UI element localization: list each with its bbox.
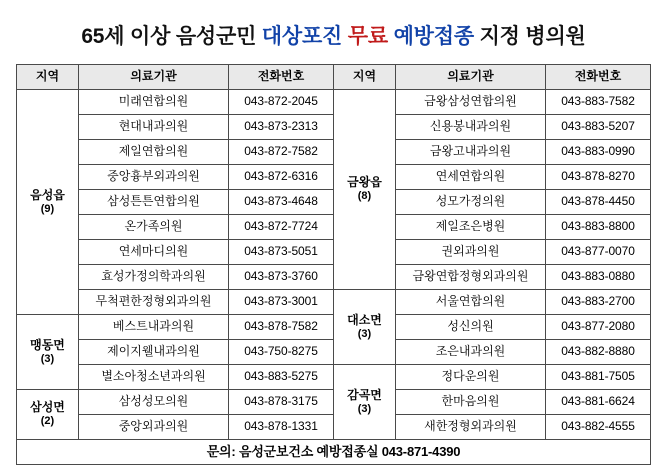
table-header-row	[17, 65, 651, 90]
title-part-2: 대상포진	[261, 25, 348, 48]
organization-name: 금왕삼성연합의원	[396, 90, 546, 115]
table-row	[17, 90, 651, 115]
organization-name: 금왕고내과의원	[396, 140, 546, 165]
clinic-table	[16, 64, 651, 465]
phone-number: 043-883-2700	[546, 290, 651, 315]
region-cell	[17, 390, 79, 440]
phone-number: 043-877-0070	[546, 240, 651, 265]
phone-number: 043-878-7582	[229, 315, 334, 340]
table-row	[17, 290, 651, 315]
organization-name: 무척편한정형외과의원	[79, 290, 229, 315]
header-org-left: 의료기관	[79, 65, 229, 90]
organization-name: 한마음의원	[396, 390, 546, 415]
phone-number: 043-883-8800	[546, 215, 651, 240]
phone-number: 043-882-4555	[546, 415, 651, 440]
region-count: (9)	[40, 202, 55, 215]
organization-name: 제일조은병원	[396, 215, 546, 240]
organization-name: 별소아청소년과의원	[79, 365, 229, 390]
region-name: 맹동면	[30, 337, 65, 352]
phone-number: 043-883-0990	[546, 140, 651, 165]
organization-name: 미래연합의원	[79, 90, 229, 115]
region-count: (2)	[40, 415, 55, 428]
header-org-right: 의료기관	[396, 65, 546, 90]
phone-number: 043-873-3760	[229, 265, 334, 290]
organization-name: 권외과의원	[396, 240, 546, 265]
title-part-5: 지정	[479, 25, 526, 48]
header-region-left: 지역	[17, 65, 79, 90]
region-count: (8)	[357, 190, 372, 203]
region-cell	[334, 290, 396, 365]
phone-number: 043-872-7582	[229, 140, 334, 165]
organization-name: 현대내과의원	[79, 115, 229, 140]
phone-number: 043-873-3001	[229, 290, 334, 315]
table-row	[17, 365, 651, 390]
region-name: 삼성면	[30, 400, 65, 415]
organization-name: 연세마디의원	[79, 240, 229, 265]
region-cell	[17, 90, 79, 315]
organization-name: 새한정형외과의원	[396, 415, 546, 440]
table-footer-row	[17, 440, 651, 465]
phone-number: 043-883-5207	[546, 115, 651, 140]
region-count: (3)	[357, 402, 372, 415]
organization-name: 성모가정의원	[396, 190, 546, 215]
phone-number: 043-873-4648	[229, 190, 334, 215]
phone-number: 043-881-7505	[546, 365, 651, 390]
phone-number: 043-877-2080	[546, 315, 651, 340]
phone-number: 043-878-4450	[546, 190, 651, 215]
region-name: 대소면	[347, 312, 382, 327]
phone-number: 043-883-5275	[229, 365, 334, 390]
organization-name: 온가족의원	[79, 215, 229, 240]
phone-number: 043-873-5051	[229, 240, 334, 265]
region-name: 음성읍	[30, 187, 65, 202]
phone-number: 043-878-1331	[229, 415, 334, 440]
organization-name: 연세연합의원	[396, 165, 546, 190]
phone-number: 043-873-2313	[229, 115, 334, 140]
phone-number: 043-883-0880	[546, 265, 651, 290]
organization-name: 성신의원	[396, 315, 546, 340]
phone-number: 043-878-8270	[546, 165, 651, 190]
organization-name: 베스트내과의원	[79, 315, 229, 340]
title-part-6: 병의원	[525, 25, 586, 48]
organization-name: 제일연합의원	[79, 140, 229, 165]
table-body	[17, 90, 651, 440]
organization-name: 삼성튼튼연합의원	[79, 190, 229, 215]
region-count: (3)	[357, 327, 372, 340]
page-title	[16, 20, 651, 50]
title-part-1: 65세 이상 음성군민	[81, 25, 262, 48]
organization-name: 신용봉내과의원	[396, 115, 546, 140]
footer-contact: 문의: 음성군보건소 예방접종실 043-871-4390	[17, 440, 651, 465]
header-tel-right: 전화번호	[546, 65, 651, 90]
phone-number: 043-872-7724	[229, 215, 334, 240]
region-count: (3)	[40, 352, 55, 365]
organization-name: 중앙흉부외과의원	[79, 165, 229, 190]
organization-name: 서울연합의원	[396, 290, 546, 315]
region-cell	[334, 365, 396, 440]
phone-number: 043-883-7582	[546, 90, 651, 115]
phone-number: 043-881-6624	[546, 390, 651, 415]
title-part-3: 무료	[347, 25, 394, 48]
organization-name: 중앙외과의원	[79, 415, 229, 440]
phone-number: 043-882-8880	[546, 340, 651, 365]
phone-number: 043-872-6316	[229, 165, 334, 190]
organization-name: 제이지웰내과의원	[79, 340, 229, 365]
phone-number: 043-872-2045	[229, 90, 334, 115]
header-region-right: 지역	[334, 65, 396, 90]
region-cell	[334, 90, 396, 290]
phone-number: 043-750-8275	[229, 340, 334, 365]
organization-name: 정다운의원	[396, 365, 546, 390]
organization-name: 금왕연합정형외과의원	[396, 265, 546, 290]
region-cell	[17, 315, 79, 390]
region-name: 감곡면	[347, 387, 382, 402]
organization-name: 조은내과의원	[396, 340, 546, 365]
organization-name: 효성가정의학과의원	[79, 265, 229, 290]
organization-name: 삼성성모의원	[79, 390, 229, 415]
header-tel-left: 전화번호	[229, 65, 334, 90]
title-part-4: 예방접종	[393, 25, 480, 48]
phone-number: 043-878-3175	[229, 390, 334, 415]
region-name: 금왕읍	[347, 175, 382, 190]
